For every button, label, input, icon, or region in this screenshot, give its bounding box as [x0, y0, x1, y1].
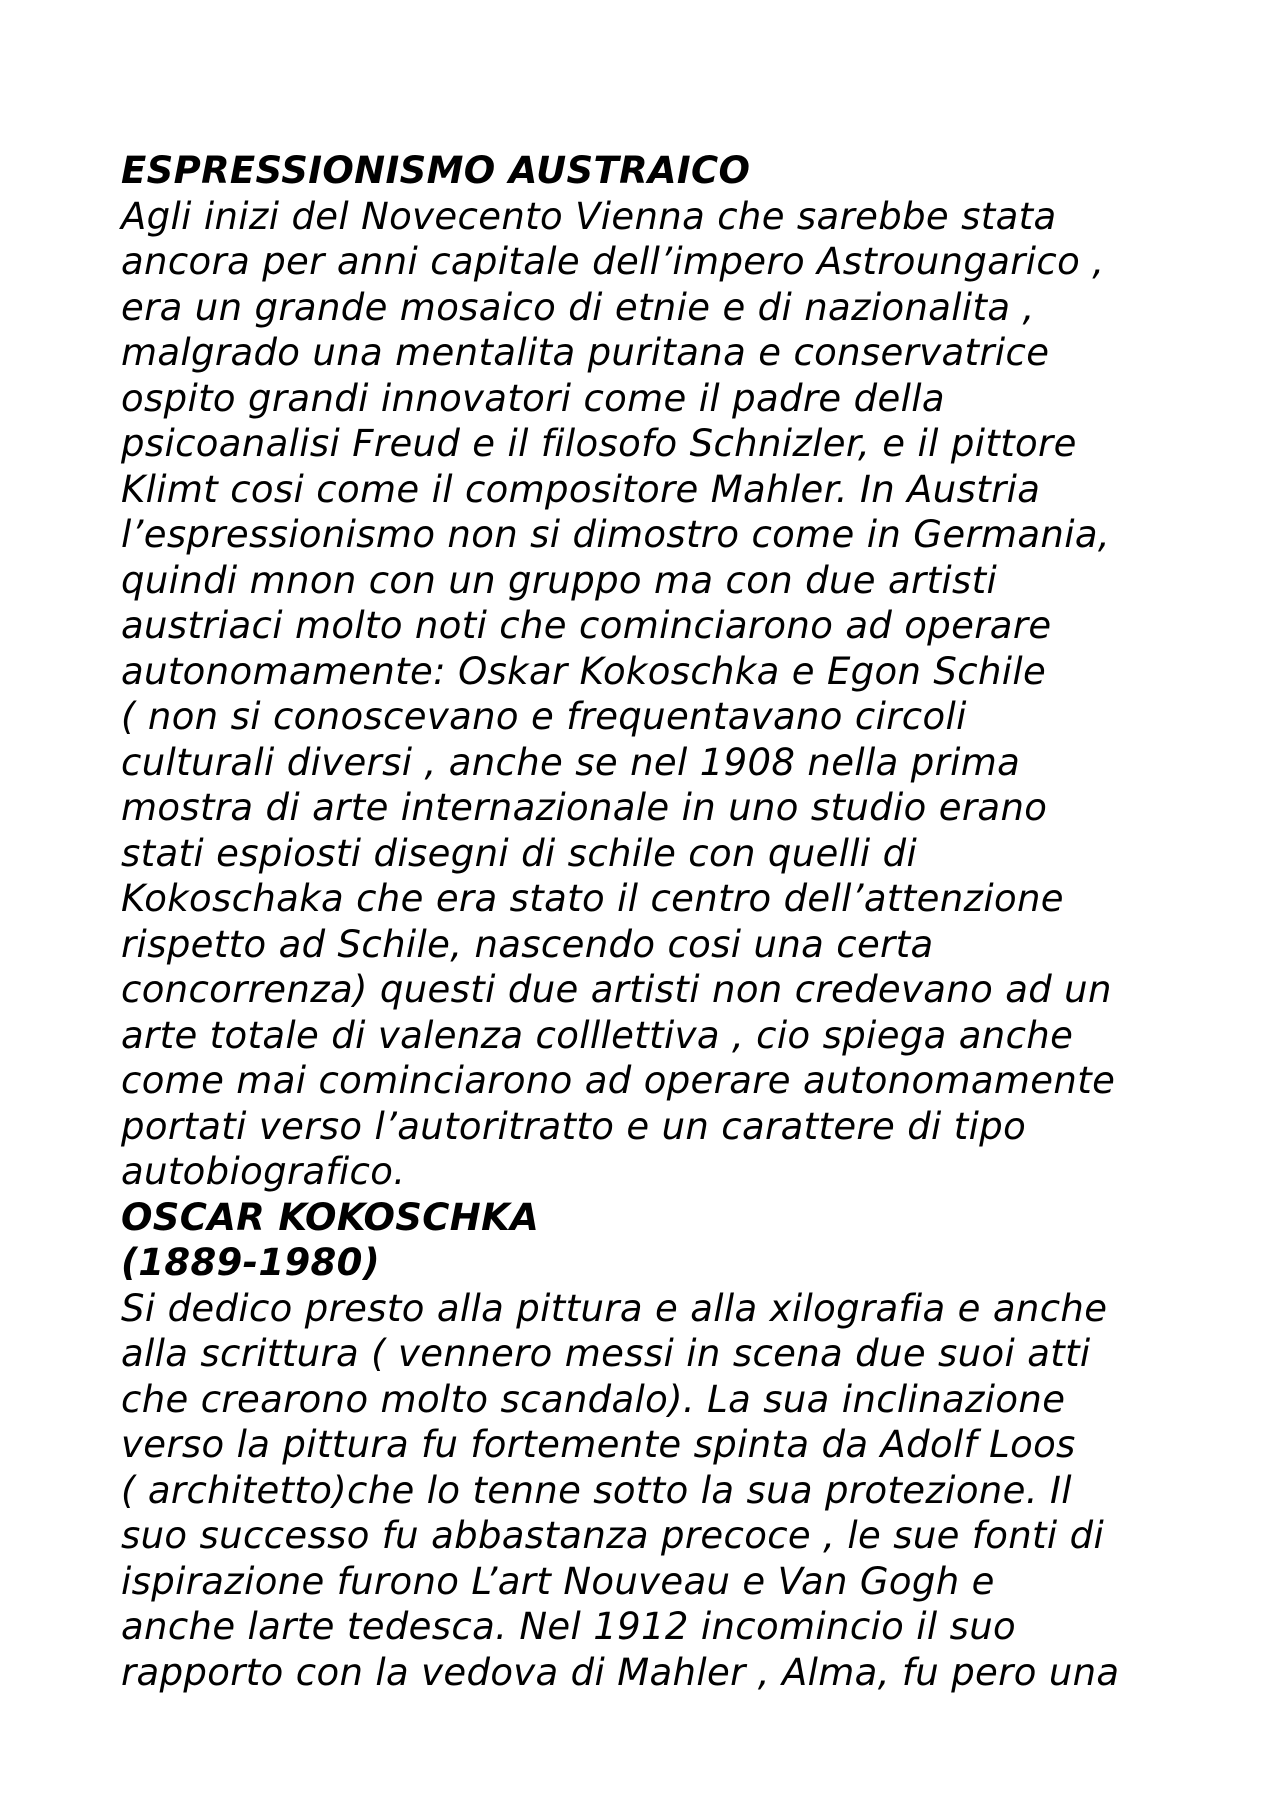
text-line: ancora per anni capitale dell’impero Astroungarico , [121, 240, 1105, 283]
text-line: alla scrittura ( vennero messi in scena due suoi atti [121, 1332, 1091, 1375]
text-line: mostra di arte internazionale in uno studio erano [121, 786, 1048, 829]
text-line: Si dedico presto alla pittura e alla xilografia e anche [121, 1286, 1108, 1330]
text-line: era un grande mosaico di etnie e di nazionalita , [121, 285, 1035, 329]
text-line: suo successo fu abbastanza precoce , le sue fonti di [121, 1514, 1105, 1557]
text-line: austriaci molto noti che cominciarono ad operare [121, 604, 1052, 647]
text-line: autobiografico. [121, 1150, 406, 1193]
paragraph-espressionismo [121, 194, 1181, 1195]
text-line: stati espiosti disegni di schile con quelli di [121, 831, 918, 875]
text-line: culturali diversi , anche se nel 1908 nella prima [121, 740, 1021, 784]
text-line: ospito grandi innovatori come il padre della [121, 376, 945, 420]
text-line: quindi mnon con un gruppo ma con due artisti [121, 558, 998, 602]
section-heading-dates: (1889-1980) [121, 1241, 380, 1284]
text-line: ( architetto)che lo tenne sotto la sua protezione. Il [121, 1468, 1072, 1512]
text-line: Agli inizi del Novecento Vienna che sarebbe stata [121, 194, 1057, 238]
text-line: verso la pittura fu fortemente spinta da Adolf Loos [121, 1423, 1076, 1466]
document-body [121, 148, 1181, 1695]
text-line: che crearono molto scandalo). La sua inclinazione [121, 1377, 1066, 1421]
paragraph-kokoschka [121, 1286, 1181, 1696]
text-line: ispirazione furono L’art Nouveau e Van Gogh e [121, 1559, 995, 1603]
text-line: arte totale di valenza colllettiva , cio spiega anche [121, 1013, 1074, 1057]
text-line: anche larte tedesca. Nel 1912 incomincio il suo [121, 1605, 1017, 1648]
section-heading-espressionismo: ESPRESSIONISMO AUSTRAICO [121, 149, 751, 192]
text-line: concorrenza) questi due artisti non credevano ad un [121, 968, 1112, 1011]
text-line: portati verso l’autoritratto e un carattere di tipo [121, 1104, 1027, 1148]
text-line: psicoanalisi Freud e il filosofo Schnizler, e il pittore [121, 422, 1077, 465]
text-line: Klimt cosi come il compositore Mahler. In Austria [121, 467, 1041, 511]
text-line: ( non si conoscevano e frequentavano circoli [121, 695, 967, 738]
section-heading-kokoschka: OSCAR KOKOSCHKA [121, 1195, 540, 1239]
text-line: come mai cominciarono ad operare autonomamente [121, 1059, 1116, 1102]
text-line: rispetto ad Schile, nascendo cosi una certa [121, 922, 934, 966]
text-line: rapporto con la vedova di Mahler , Alma, fu pero una [121, 1650, 1120, 1694]
text-line: malgrado una mentalita puritana e conservatrice [121, 331, 1050, 374]
text-line: l’espressionismo non si dimostro come in Germania, [121, 513, 1110, 556]
text-line: autonomamente: Oskar Kokoschka e Egon Schile [121, 649, 1047, 693]
text-line: Kokoschaka che era stato il centro dell’attenzione [121, 877, 1064, 920]
